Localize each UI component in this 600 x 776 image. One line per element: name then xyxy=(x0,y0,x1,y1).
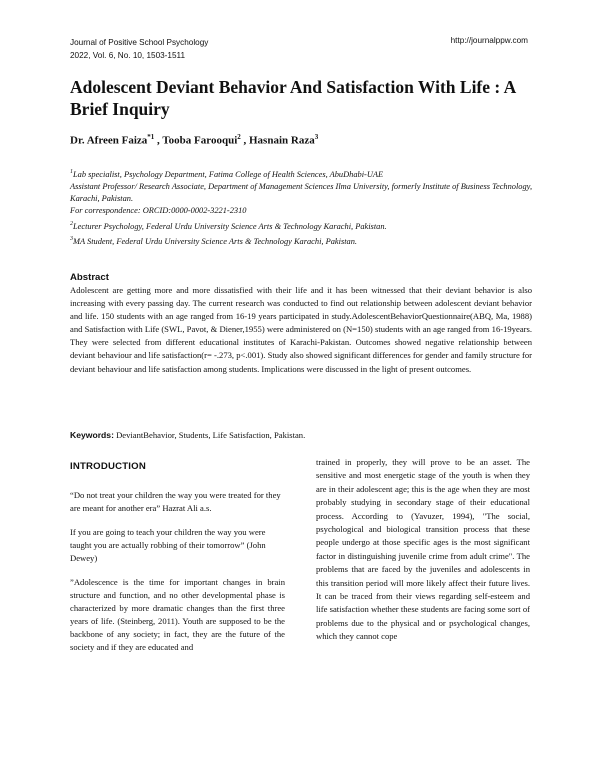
author-3: Hasnain Raza xyxy=(249,134,315,147)
abstract-body: Adolescent are getting more and more dissatisfied with their life and it has been witnessed that their deviant behavior is also increasing with every passing day. The current research was conducted to find out relationship between adolescent deviant behavior and life. 150 students with an age ranged from 16-19 years participated in study.AdolescentBehaviorQuestionnaire(ABQ, Ma, 1988) and Satisfaction with Life (SWL, Pavot, & Diener,1955) were administered on (N=150) students with an age ranged from 16-19years. They were selected from different educational institutes of Karachi-Pakistan. Outcomes showed negative relationship between deviant behaviour and life satisfaction(r= -.273, p<.001). Study also showed significant differences for gender and family structure for deviant behaviour and life satisfaction among students. Implications were discussed in the light of present outcomes. xyxy=(70,285,532,374)
running-header xyxy=(70,36,208,62)
keywords-label: Keywords: xyxy=(70,430,114,440)
journal-issue: 2022, Vol. 6, No. 10, 1503-1511 xyxy=(70,51,186,60)
epigraph-2: If you are going to teach your children the way you were taught you are actually robbing of their tomorrow” (John Dewey) xyxy=(70,527,266,563)
journal-url[interactable]: http://journalppw.com xyxy=(450,36,528,45)
epigraph-1: “Do not treat your children the way you were treated for they are meant for another era” Hazrat Ali a.s. xyxy=(70,490,281,513)
paper-title: Adolescent Deviant Behavior And Satisfaction With Life : A Brief Inquiry xyxy=(70,77,516,119)
keywords-text: DeviantBehavior, Students, Life Satisfaction, Pakistan. xyxy=(113,430,306,440)
journal-name: Journal of Positive School Psychology xyxy=(70,38,209,47)
author-2: Tooba Farooqui xyxy=(162,134,238,147)
author-1-mark: *1 xyxy=(147,133,155,141)
author-3-mark: 3 xyxy=(314,133,319,141)
affiliation-2: Lecturer Psychology, Federal Urdu University Science Arts & Technology Karachi, Pakistan. xyxy=(73,221,387,231)
abstract-heading: Abstract xyxy=(70,272,109,283)
author-2-mark: 2 xyxy=(237,133,241,141)
affiliation-1: Lab specialist, Psychology Department, Fatima College of Health Sciences, AbuDhabi-UAE xyxy=(73,169,384,179)
introduction-heading: INTRODUCTION xyxy=(70,461,146,472)
author-separator: , xyxy=(240,134,249,147)
correspondence: For correspondence: ORCID:0000-0002-3221-2310 xyxy=(70,206,247,216)
left-column xyxy=(70,460,285,665)
affiliation-mark: 3 xyxy=(70,235,73,242)
affiliation-mark: 2 xyxy=(70,220,73,227)
keywords xyxy=(70,430,305,440)
author-separator: , xyxy=(154,134,163,147)
author-1: Dr. Afreen Faiza xyxy=(70,134,148,147)
affiliation-1b: Assistant Professor/ Research Associate, Department of Management Sciences Ilma University, formerly Institute of Business Technology, Karachi, Pakistan. xyxy=(70,182,533,204)
right-column xyxy=(316,456,530,644)
intro-paragraph-2: trained in properly, they will prove to be an asset. The sensitive and most energetic stage of the youth is when they are in their adolescent age; this is the age when they are most probably studying in secondary stage of their educational process. According to (Yavuzer, 1994), "The social, psychological and biological transition process that these people undergo at those specific ages is the most significant factor in distinguishing juvenile crime from adult crime". The problems that are faced by the juveniles and adolescents in this transition period will more likely affect their future lives. It can be traced from their views regarding self-esteem and life satisfaction whether these students are facing some sort of problems due to the physical and or psychological changes, which they cannot cope xyxy=(316,457,530,642)
author-list xyxy=(70,133,318,147)
affiliation-3: MA Student, Federal Urdu University Science Arts & Technology Karachi, Pakistan. xyxy=(73,236,358,246)
affiliations xyxy=(70,166,540,248)
affiliation-mark: 1 xyxy=(70,169,73,175)
intro-paragraph-1: ”Adolescence is the time for important changes in brain structure and function, and no other developmental phase is characterized by more dramatic changes than the first three years of life. (Steinberg, 2011). Youth are supposed to be the backbone of any society; in fact, they are the future of the society and if they are educated and xyxy=(70,577,285,652)
